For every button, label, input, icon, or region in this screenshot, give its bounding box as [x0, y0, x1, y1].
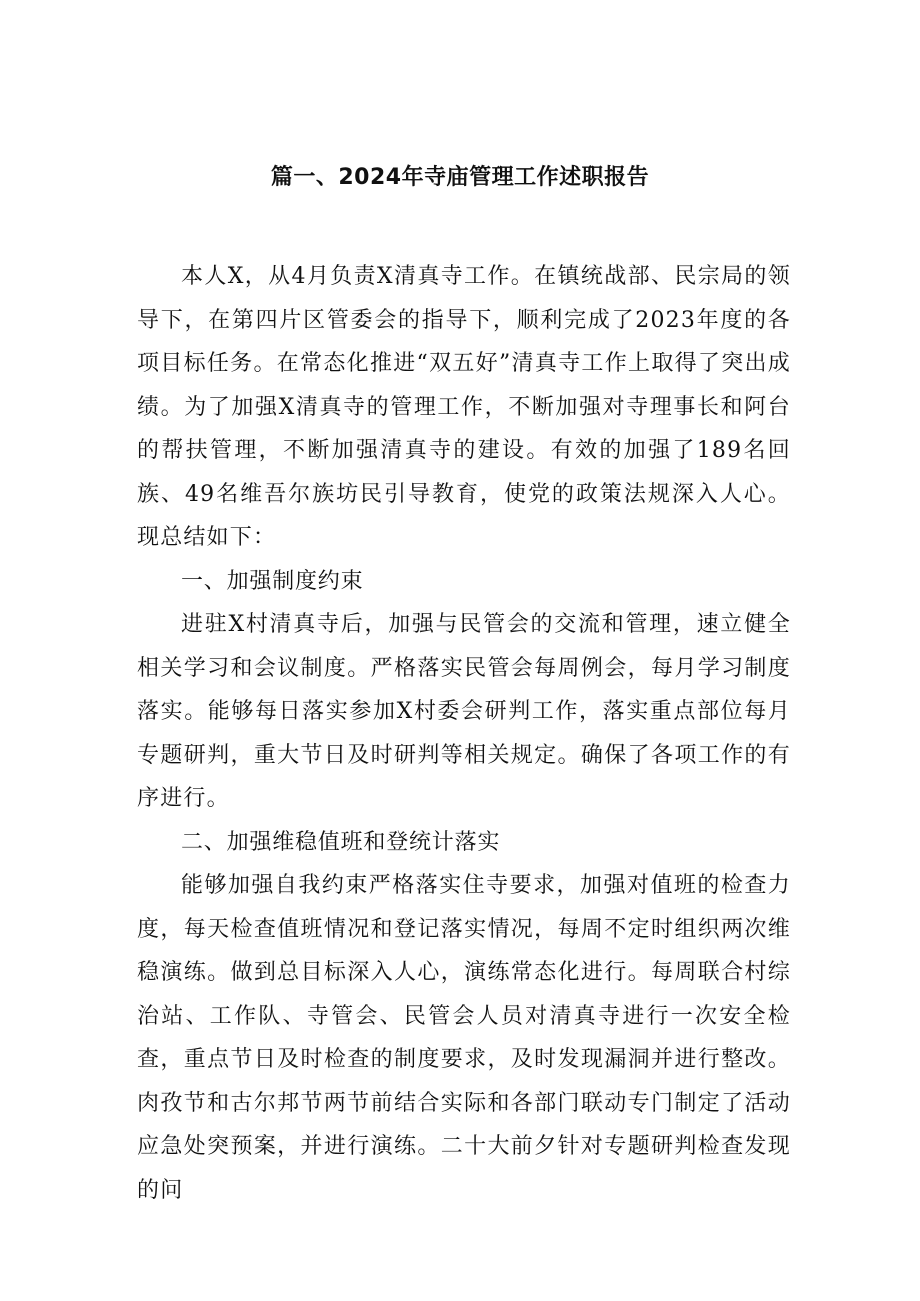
document-title: 篇一、2024年寺庙管理工作述职报告 — [270, 165, 650, 190]
intro-paragraph: 本人X，从4月负责X清真寺工作。在镇统战部、民宗局的领导下，在第四片区管委会的指导下，顺利完成了2023年度的各项目标任务。在常态化推进“双五好”清真寺工作上取得了突出成绩。为了加强X清真寺的管理工作，不断加强对寺理事长和阿台的帮扶管理，不断加强清真寺的建设。有效的加强了189名回族、49名维吾尔族坊民引导教育，使党的政策法规深入人心。现总结如下： — [137, 264, 791, 550]
section-1-heading: 一、加强制度约束 — [181, 568, 364, 594]
section-2-heading: 二、加强维稳值班和登统计落实 — [181, 829, 501, 855]
section-2-paragraph: 能够加强自我约束严格落实住寺要求，加强对值班的检查力度，每天检查值班情况和登记落实情况，每周不定时组织两次维稳演练。做到总目标深入人心，演练常态化进行。每周联合村综治站、工作队、寺管会、民管会人员对清真寺进行一次安全检查，重点节日及时检查的制度要求，及时发现漏洞并进行整改。肉孜节和古尔邦节两节前结合实际和各部门联动专门制定了活动应急处突预案，并进行演练。二十大前夕针对专题研判检查发现的问 — [137, 873, 791, 1203]
section-1-paragraph: 进驻X村清真寺后，加强与民管会的交流和管理，速立健全相关学习和会议制度。严格落实民管会每周例会，每月学习制度落实。能够每日落实参加X村委会研判工作，落实重点部位每月专题研判，重大节日及时研判等相关规定。确保了各项工作的有序进行。 — [137, 612, 791, 811]
document-body — [137, 255, 791, 1212]
